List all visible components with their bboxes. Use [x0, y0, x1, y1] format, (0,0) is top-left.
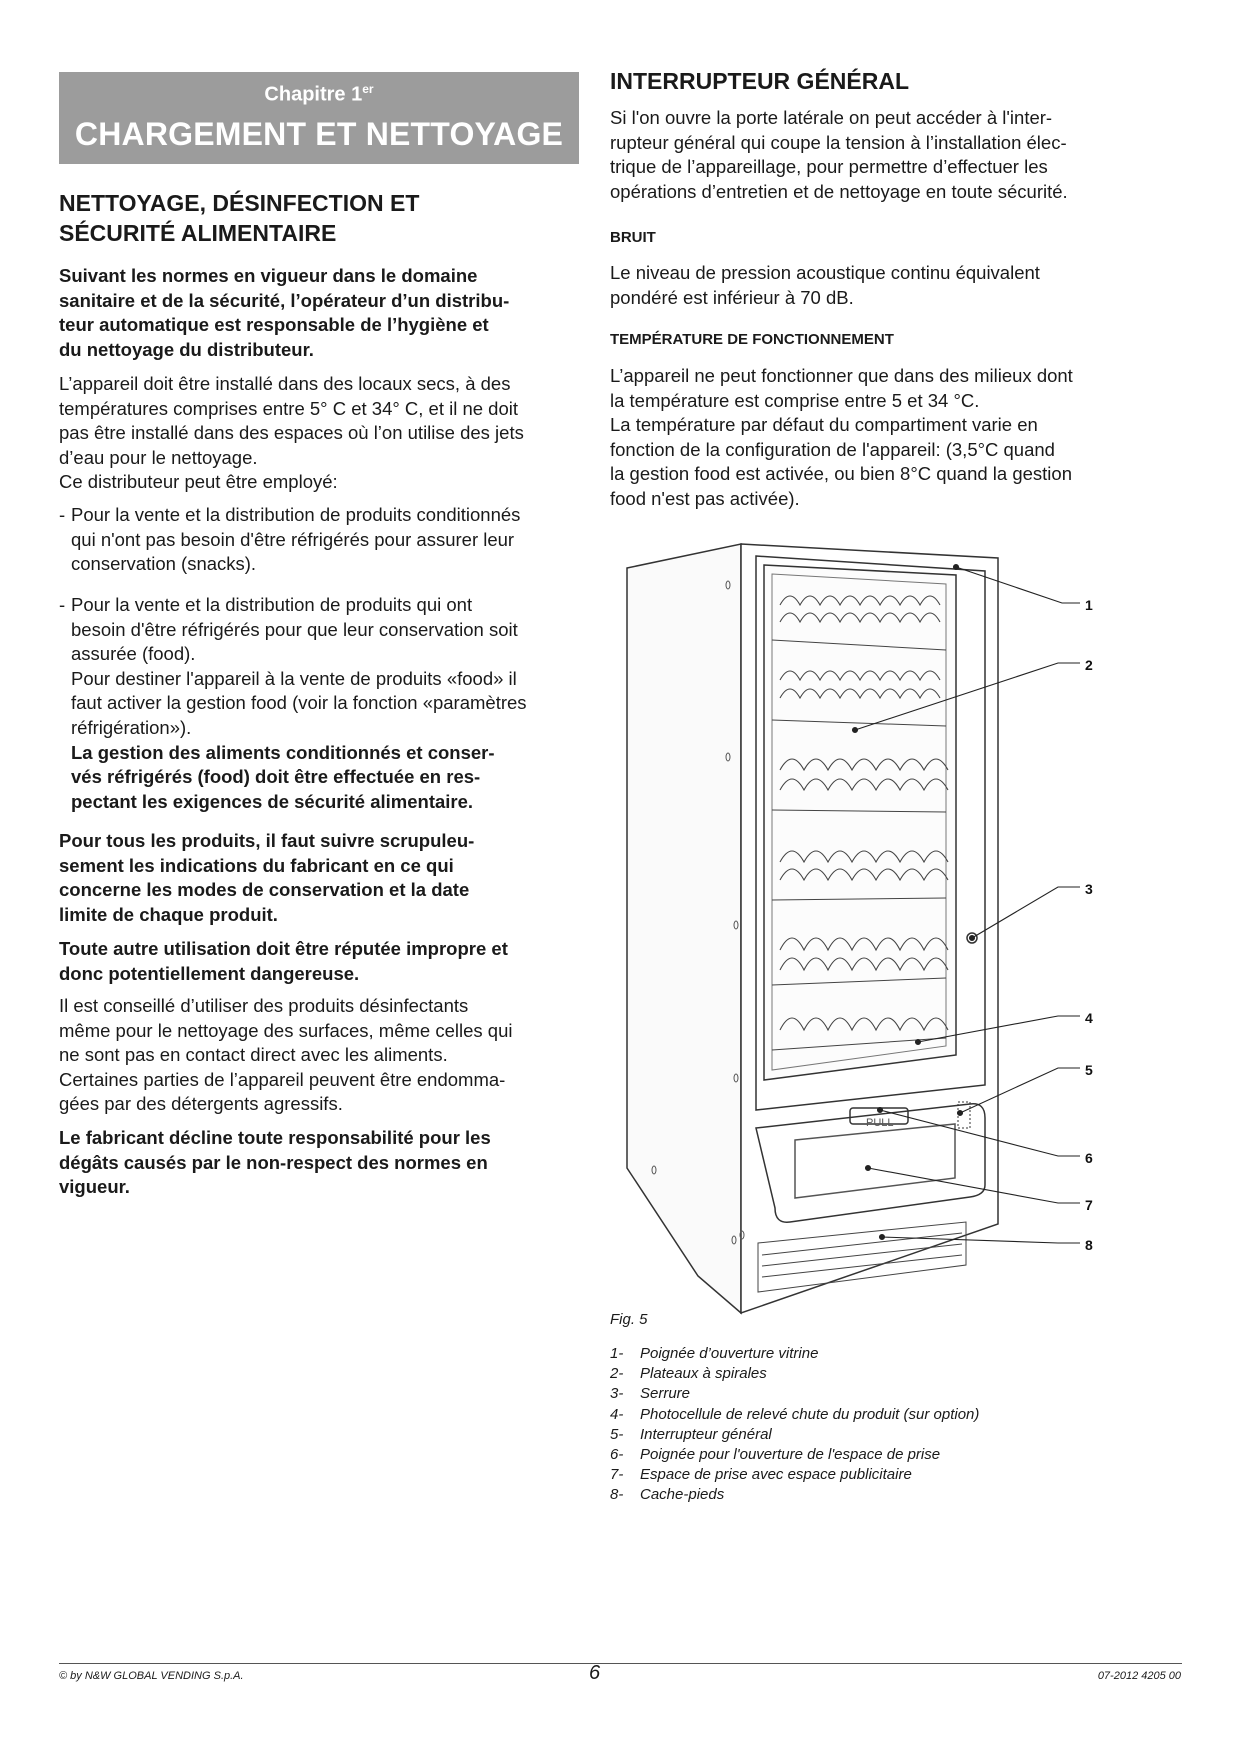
legend-item: 7- Espace de prise avec espace publicitaire [610, 1466, 912, 1484]
callout-1: 1 [1085, 597, 1093, 613]
legend-item: 2- Plateaux à spirales [610, 1365, 767, 1383]
vending-machine-figure [600, 530, 1120, 1320]
callout-numbers [1085, 597, 1093, 1253]
legend-item: 6- Poignée pour l'ouverture de l'espace de prise [610, 1446, 941, 1464]
manufacturer-bold-paragraph: Le fabricant décline toute responsabilité pour les dégâts causés par le non-respect des normes en vigueur. [59, 1127, 491, 1198]
list-item-food: Pour la vente et la distribution de produits qui ont besoin d'être réfrigérés pour que leur conservation soit assurée (food). Pour destiner l'appareil à la vente de produits «food» il faut activer la gestion food (voir la fonction «paramètres réfrigération»). La gestion des aliments conditionnés et conser- vés réfrigérés (food) doit être effectuée en res- pectant les exigences de sécurité alimentaire. [71, 594, 527, 812]
callout-5: 5 [1085, 1062, 1093, 1078]
legend-item: 1- Poignée d’ouverture vitrine [610, 1345, 819, 1362]
chapter-header [59, 72, 579, 164]
subheading-temperature: TEMPÉRATURE DE FONCTIONNEMENT [610, 331, 894, 348]
section-heading-cleaning: NETTOYAGE, DÉSINFECTION ET SÉCURITÉ ALIMENTAIRE [59, 190, 420, 246]
bullet-dash-2: - [59, 594, 66, 615]
temperature-paragraph: L’appareil ne peut fonctionner que dans des milieux dont la température est comprise entre 5 et 34 °C. La température par défaut du compartiment varie en fonction de la configuration de l'appareil: (3,5°C quand la gestion food est activée, ou bien 8°C quand la gestion food n'est pas activée). [610, 365, 1073, 509]
other-use-bold-paragraph: Toute autre utilisation doit être réputée impropre et donc potentiellement dangereuse. [59, 938, 508, 984]
chapter-number: Chapitre 1er [264, 82, 374, 106]
section-heading-switch: INTERRUPTEUR GÉNÉRAL [610, 68, 910, 94]
disinfectant-paragraph: Il est conseillé d’utiliser des produits désinfectants même pour le nettoyage des surfaces, même celles qui ne sont pas en contact direct avec les aliments. Certaines parties de l’appareil peuvent être endomma- gées par des détergents agressifs. [59, 995, 513, 1115]
callout-7: 7 [1085, 1197, 1093, 1213]
intro-bold-paragraph: Suivant les normes en vigueur dans le domaine sanitaire et de la sécurité, l’opérateur d’un distribu- teur automatique est responsable de l’hygiène et du nettoyage du distributeur. [59, 265, 510, 360]
footer-doc-code: 07-2012 4205 00 [1097, 1670, 1181, 1682]
callout-6: 6 [1085, 1150, 1093, 1166]
switch-paragraph: Si l'on ouvre la porte latérale on peut accéder à l'inter- rupteur général qui coupe la tension à l’installation élec- trique de l’appareillage, pour permettre d’effectuer les opérations d’entretien et de nettoyage en toute sécurité. [610, 107, 1068, 202]
list-item-snacks: Pour la vente et la distribution de produits conditionnés qui n'ont pas besoin d'être réfrigérés pour assurer leur conservation (snacks). [71, 504, 521, 575]
noise-paragraph: Le niveau de pression acoustique continu équivalent pondéré est inférieur à 70 dB. [610, 262, 1040, 308]
pull-label: PULL [866, 1117, 894, 1129]
products-bold-paragraph: Pour tous les produits, il faut suivre scrupuleu- sement les indications du fabricant en ce qui concerne les modes de conservation et la date limite de chaque produit. [59, 830, 475, 925]
footer-divider [59, 1663, 1182, 1664]
callout-4: 4 [1085, 1010, 1093, 1026]
chapter-title: CHARGEMENT ET NETTOYAGE [74, 116, 564, 152]
figure-caption: Fig. 5 [610, 1311, 648, 1328]
legend-item: 5- Interrupteur général [610, 1425, 772, 1443]
page-number: 6 [589, 1662, 601, 1684]
footer-copyright: © by N&W GLOBAL VENDING S.p.A. [59, 1670, 244, 1682]
bullet-dash-1: - [59, 504, 66, 525]
subheading-noise: BRUIT [610, 229, 656, 246]
figure-legend [610, 1344, 979, 1506]
callout-2: 2 [1085, 657, 1093, 673]
callout-3: 3 [1085, 881, 1093, 897]
callout-8: 8 [1085, 1237, 1093, 1253]
legend-item: 3- Serrure [610, 1385, 691, 1403]
legend-item: 8- Cache-pieds [610, 1486, 725, 1504]
legend-item: 4- Photocellule de relevé chute du produit (sur option) [610, 1405, 980, 1423]
installation-paragraph: L’appareil doit être installé dans des locaux secs, à des températures comprises entre 5° C et 34° C, et il ne doit pas être installé dans des espaces où l’on utilise des jets d’eau pour le nettoyage. Ce distributeur peut être employé: [59, 373, 524, 493]
glass-window [764, 565, 956, 1080]
cabinet-side-panel [627, 544, 741, 1313]
